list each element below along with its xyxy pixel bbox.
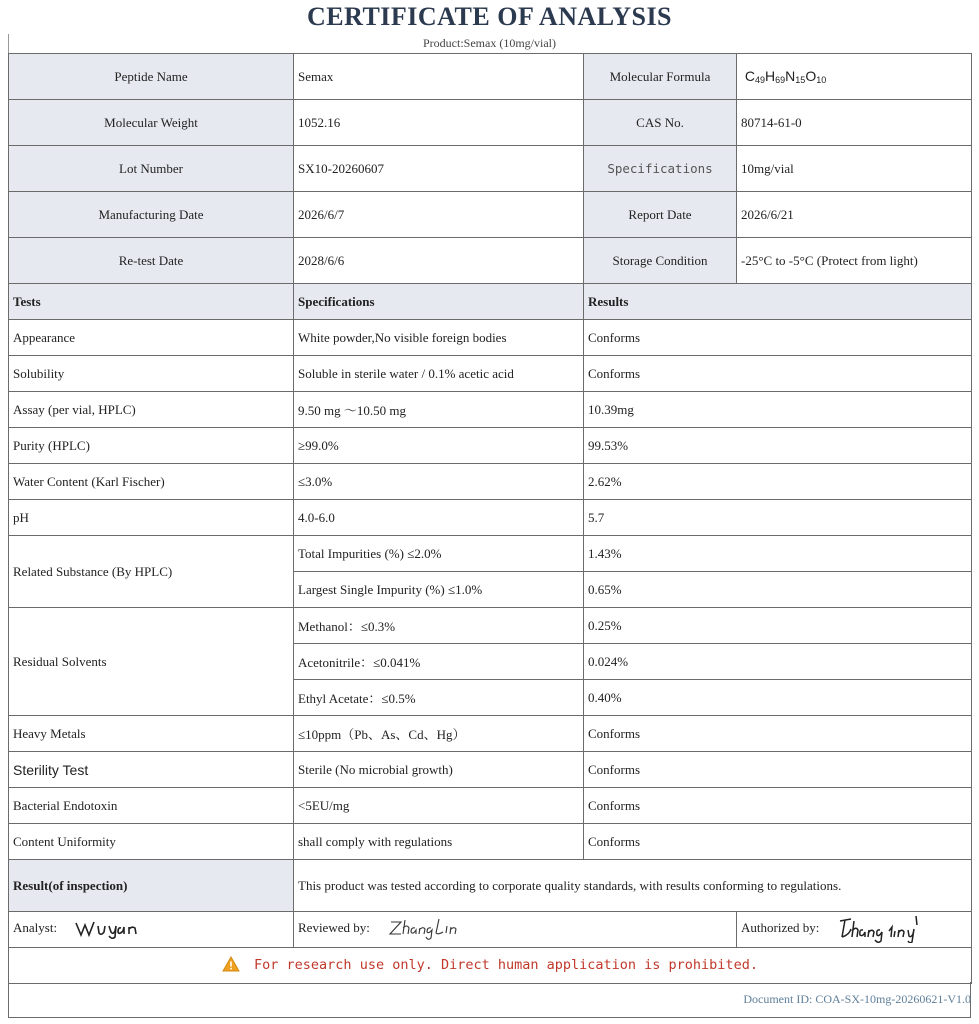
- test-spec: 4.0-6.0: [294, 500, 584, 536]
- test-spec: <5EU/mg: [294, 788, 584, 824]
- authorized-label: Authorized by:: [741, 920, 820, 936]
- table-row: [9, 464, 972, 500]
- table-row: [9, 752, 972, 788]
- table-row: [9, 716, 972, 752]
- test-result: Conforms: [584, 356, 972, 392]
- test-result: Conforms: [584, 788, 972, 824]
- test-name: Content Uniformity: [9, 824, 294, 860]
- test-result: 2.62%: [584, 464, 972, 500]
- test-spec: Sterile (No microbial growth): [294, 752, 584, 788]
- report-date-value: 2026/6/21: [737, 192, 972, 238]
- test-result: Conforms: [584, 824, 972, 860]
- spec-value: 10mg/vial: [737, 146, 972, 192]
- table-row: [9, 824, 972, 860]
- cas-label: CAS No.: [584, 100, 737, 146]
- lot-value: SX10-20260607: [294, 146, 584, 192]
- mw-label: Molecular Weight: [9, 100, 294, 146]
- document-id: Document ID: COA-SX-10mg-20260621-V1.0: [743, 992, 971, 1006]
- test-spec: ≤10ppm（Pb、As、Cd、Hg）: [294, 716, 584, 752]
- reviewed-label: Reviewed by:: [298, 920, 370, 936]
- test-name: Related Substance (By HPLC): [9, 536, 294, 608]
- test-spec: 9.50 mg ～10.50 mg: [294, 392, 584, 428]
- test-result: Conforms: [584, 716, 972, 752]
- peptide-name-label: Peptide Name: [9, 54, 294, 100]
- table-row: [9, 500, 972, 536]
- mfg-date-value: 2026/6/7: [294, 192, 584, 238]
- table-row: [9, 320, 972, 356]
- test-name: Purity (HPLC): [9, 428, 294, 464]
- formula-value: $C_{49}H_{69}N_{15}O_{10}$: [737, 54, 972, 100]
- cas-value: 80714-61-0: [737, 100, 972, 146]
- test-spec: Ethyl Acetate：≤0.5%: [294, 680, 584, 716]
- analyst-signature: [74, 917, 154, 943]
- table-row: [9, 392, 972, 428]
- warning-text: For research use only. Direct human application is prohibited.: [254, 956, 758, 973]
- test-result: Conforms: [584, 752, 972, 788]
- report-date-label: Report Date: [584, 192, 737, 238]
- test-name: Assay (per vial, HPLC): [9, 392, 294, 428]
- test-result: 1.43%: [584, 536, 972, 572]
- test-name: Residual Solvents: [9, 608, 294, 716]
- test-spec: shall comply with regulations: [294, 824, 584, 860]
- table-row: [9, 788, 972, 824]
- test-result: 99.53%: [584, 428, 972, 464]
- test-spec: White powder,No visible foreign bodies: [294, 320, 584, 356]
- test-result: Conforms: [584, 320, 972, 356]
- test-name: Sterility Test: [9, 752, 294, 788]
- test-result: 10.39mg: [584, 392, 972, 428]
- authorizer-cell: [737, 912, 972, 948]
- specifications-header: Specifications: [294, 284, 584, 320]
- test-result: 5.7: [584, 500, 972, 536]
- test-name: Appearance: [9, 320, 294, 356]
- product-subtitle: Product:Semax (10mg/vial): [423, 36, 556, 50]
- spec-label: Specifications: [584, 146, 737, 192]
- document-title: CERTIFICATE OF ANALYSIS: [306, 2, 673, 31]
- test-spec: Total Impurities (%) ≤2.0%: [294, 536, 584, 572]
- test-result: 0.40%: [584, 680, 972, 716]
- test-result: 0.65%: [584, 572, 972, 608]
- reviewer-cell: [294, 912, 737, 948]
- test-name: Heavy Metals: [9, 716, 294, 752]
- test-name: pH: [9, 500, 294, 536]
- test-spec: Largest Single Impurity (%) ≤1.0%: [294, 572, 584, 608]
- mw-value: 1052.16: [294, 100, 584, 146]
- test-spec: ≤3.0%: [294, 464, 584, 500]
- result-text: This product was tested according to corporate quality standards, with results conforming to regulations.: [294, 860, 972, 912]
- test-name: Bacterial Endotoxin: [9, 788, 294, 824]
- test-result: 0.024%: [584, 644, 972, 680]
- storage-label: Storage Condition: [584, 238, 737, 284]
- test-spec: ≥99.0%: [294, 428, 584, 464]
- warning-icon: [222, 956, 240, 976]
- reviewer-signature: [387, 916, 477, 944]
- formula-label: Molecular Formula: [584, 54, 737, 100]
- lot-label: Lot Number: [9, 146, 294, 192]
- mfg-date-label: Manufacturing Date: [9, 192, 294, 238]
- test-name: Solubility: [9, 356, 294, 392]
- test-name: Water Content (Karl Fischer): [9, 464, 294, 500]
- retest-date-value: 2028/6/6: [294, 238, 584, 284]
- table-row: [9, 356, 972, 392]
- test-spec: Acetonitrile：≤0.041%: [294, 644, 584, 680]
- analyst-cell: [9, 912, 294, 948]
- warning-banner: [9, 948, 972, 984]
- table-row: [9, 608, 972, 644]
- table-row: [9, 428, 972, 464]
- test-spec: Soluble in sterile water / 0.1% acetic acid: [294, 356, 584, 392]
- peptide-name-value: Semax: [294, 54, 584, 100]
- test-spec: Methanol：≤0.3%: [294, 608, 584, 644]
- result-label: Result(of inspection): [9, 860, 294, 912]
- analyst-label: Analyst:: [13, 920, 58, 936]
- retest-date-label: Re-test Date: [9, 238, 294, 284]
- test-result: 0.25%: [584, 608, 972, 644]
- coa-table: [8, 53, 972, 984]
- authorizer-signature: [837, 913, 921, 947]
- tests-header: Tests: [9, 284, 294, 320]
- storage-value: -25°C to -5°C (Protect from light): [737, 238, 972, 284]
- results-header: Results: [584, 284, 972, 320]
- table-row: [9, 536, 972, 572]
